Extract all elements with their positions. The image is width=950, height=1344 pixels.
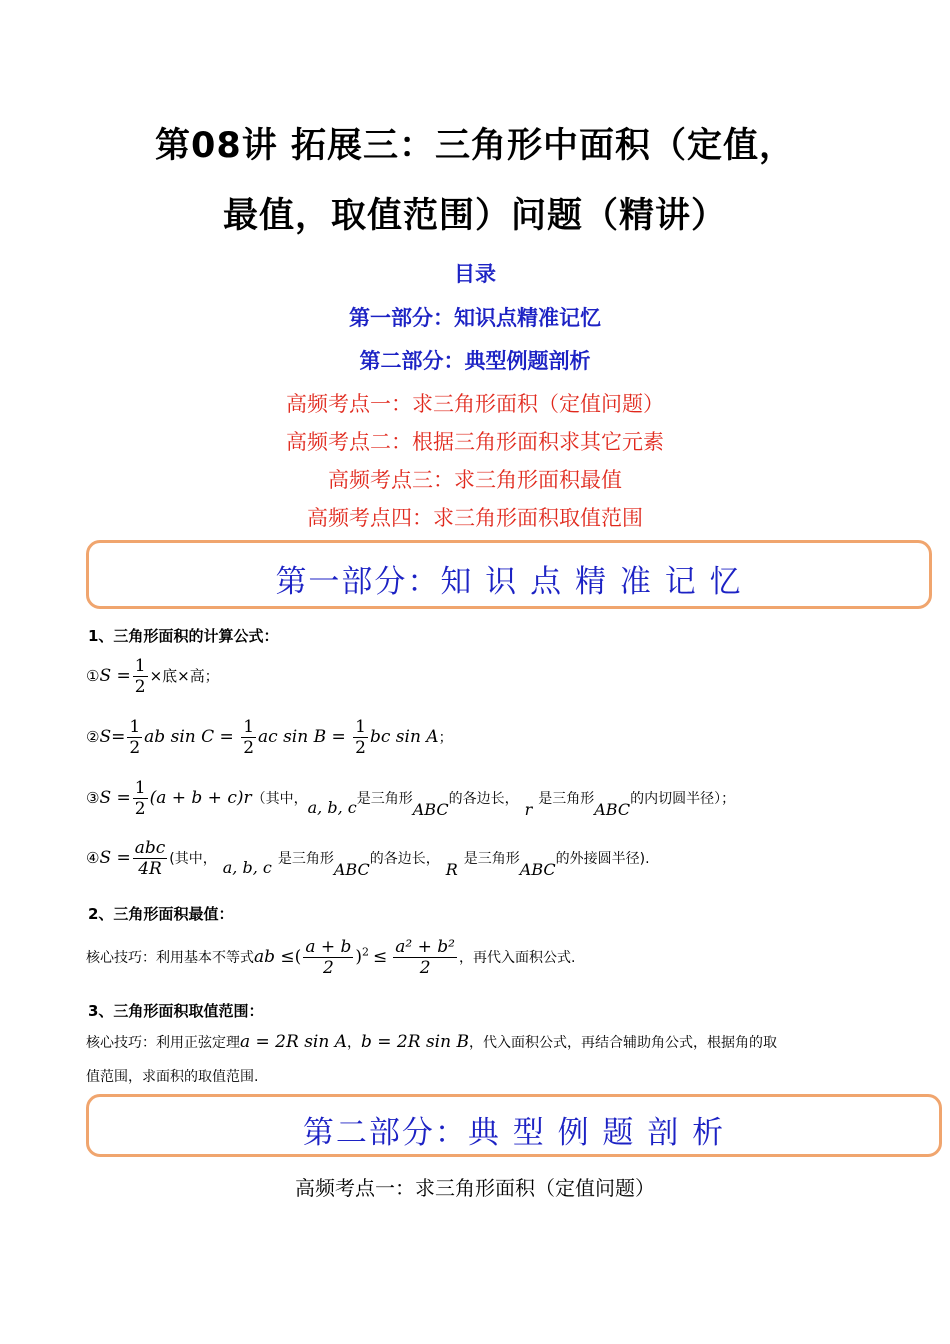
page-title-line1: 第08讲 拓展三：三角形中面积（定值，: [155, 126, 795, 166]
page-title-line2: 最值，取值范围）问题（精讲）: [222, 196, 727, 236]
formula-4: ④S = $\frac{\text{abc}}{4R}$ (其中， a, b, c 是三角形ABC的各边长，R是三角形ABC的外接圆半径).: [86, 838, 650, 879]
toc-part2[interactable]: 第二部分：典型例题剖析: [359, 349, 591, 373]
section2-text: 核心技巧：利用基本不等式ab ≤( $\frac{a + b}{2}$ )$^2$ ≤ $\frac{\text{a² + b²}}{2}$ ，再代入面积公式.: [86, 937, 576, 978]
section-banner-1: [86, 540, 932, 609]
section2-heading: 2、三角形面积最值：: [88, 905, 234, 923]
toc-item-4[interactable]: 高频考点四：求三角形面积取值范围: [307, 506, 643, 530]
formula-3: ③S = $\frac{1}{2}$ (a + b + c)r（其中，a, b, c是三角形ABC的各边长，r是三角形ABC的内切圆半径）；: [86, 778, 736, 819]
toc-part1[interactable]: 第一部分：知识点精准记忆: [349, 306, 601, 330]
toc-item-2[interactable]: 高频考点二：根据三角形面积求其它元素: [286, 430, 664, 454]
section3-line1: 核心技巧：利用正弦定理a = 2R sin A，b = 2R sin B，代入面积公式，再结合辅助角公式，根据角的取: [86, 1032, 777, 1052]
formula-2: ②S= $\frac{1}{2}$ ab sin C = $\frac{1}{2}$ ac sin B = $\frac{1}{2}$ bc sin A；: [86, 717, 453, 758]
section3-line2: 值范围，求面积的取值范围.: [86, 1069, 259, 1085]
formula-1: ①S = $\frac{1}{2}$ ×底×高；: [86, 656, 219, 697]
toc-heading: 目录: [454, 262, 496, 286]
banner-1-text: 第一部分：知 识 点 精 准 记 忆: [275, 564, 743, 600]
toc-item-1[interactable]: 高频考点一：求三角形面积（定值问题）: [286, 392, 664, 416]
banner-2-text: 第二部分：典 型 例 题 剖 析: [302, 1115, 726, 1151]
subheading-topic-1: 高频考点一：求三角形面积（定值问题）: [295, 1176, 655, 1200]
section3-heading: 3、三角形面积取值范围：: [88, 1002, 264, 1020]
toc-item-3[interactable]: 高频考点三：求三角形面积最值: [328, 468, 622, 492]
section1-heading: 1、三角形面积的计算公式：: [88, 627, 279, 645]
section-banner-2: [86, 1094, 942, 1157]
